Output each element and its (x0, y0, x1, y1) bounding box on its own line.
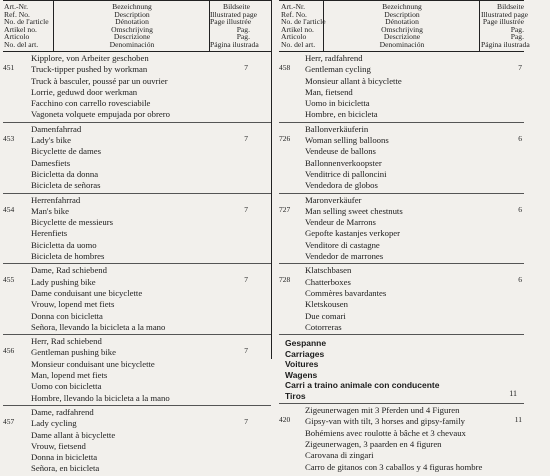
name-line: Vrouw, lopend met fiets (31, 299, 115, 310)
name-line: Chatterboxes (305, 276, 351, 287)
name-line: Vendeuse de ballons (305, 146, 376, 157)
illustrated-page-number: 6 (518, 204, 522, 214)
column-divider (271, 0, 272, 359)
name-line: Hombre, en bicicleta (305, 109, 378, 120)
header-page-labels: Bildseite Illustrated page Page illustrée Pag. Pag. Página ilustrada (210, 2, 259, 49)
name-line: Commères bavardantes (305, 287, 387, 298)
header-ref-labels: Art.-Nr. Ref. No. No. de l'article Artikel no. Articolo No. del art. (281, 2, 326, 49)
article-number: 454 (3, 204, 15, 214)
catalog-entry (279, 264, 524, 335)
name-line: Carovana di zingari (305, 450, 374, 461)
name-line: Man, lopend met fiets (31, 370, 108, 381)
name-line: Bicicleta de hombres (31, 251, 105, 262)
multilingual-names (31, 124, 271, 192)
right-entries (279, 52, 524, 474)
multilingual-names (31, 53, 271, 121)
name-line: Donna in bicicletta (31, 452, 98, 463)
name-line: Monsieur conduisant une bicyclette (31, 358, 155, 369)
illustrated-page-number: 11 (514, 415, 522, 425)
illustrated-page-number: 7 (244, 204, 248, 214)
name-line: Carro de gitanos con 3 caballos y 4 figuras hombre (305, 461, 483, 472)
catalog-entry (3, 335, 271, 406)
illustrated-page-number: 6 (518, 133, 522, 143)
name-line: Damenfahrrad (31, 123, 82, 134)
article-number: 420 (279, 415, 291, 425)
catalog-entry (3, 194, 271, 265)
name-line: Señora, llevando la bicicleta a la mano (31, 321, 166, 332)
name-line: Monsieur allant à bicyclette (305, 75, 402, 86)
multilingual-names (31, 336, 271, 404)
table-header (3, 0, 271, 52)
name-line: Uomo con bicicletta (31, 381, 102, 392)
left-entries (3, 52, 271, 476)
catalog-entry (279, 404, 524, 474)
left-column (3, 0, 271, 474)
name-line: Bohémiens avec roulotte à bâche et 3 chevaux (305, 427, 466, 438)
catalog-entry (279, 123, 524, 194)
name-line: Maronverkäufer (305, 194, 362, 205)
name-line: Herenfiets (31, 228, 68, 239)
name-line: Dame allant à bicyclette (31, 429, 116, 440)
name-line: Dame conduisant une bicyclette (31, 287, 143, 298)
name-line: Kipplore, von Arbeiter geschoben (31, 53, 149, 63)
article-number: 453 (3, 133, 15, 143)
illustrated-page-number: 6 (518, 275, 522, 285)
name-line: Uomo in bicicletta (305, 98, 370, 109)
section-heading-lines (285, 338, 524, 401)
section-heading-line: Tiros (285, 390, 306, 401)
header-ref-labels: Art.-Nr. Ref. No. No. de l'article Artikel no. Articolo No. del art. (4, 2, 49, 49)
name-line: Gepofte kastanjes verkoper (305, 228, 401, 239)
article-number: 451 (3, 63, 15, 72)
section-heading (279, 335, 524, 404)
name-line: Truck à basculer, poussé par un ouvrier (31, 75, 168, 86)
name-line: Cotorreras (305, 321, 342, 332)
illustrated-page-number: 7 (518, 63, 522, 72)
catalog-entry (3, 406, 271, 476)
multilingual-names (305, 53, 524, 121)
name-line: Lorrie, geduwd door werkman (31, 86, 138, 97)
name-line: Klatschbasen (305, 265, 352, 276)
name-line: Bicicletta da donna (31, 168, 99, 179)
multilingual-names (31, 195, 271, 263)
name-line: Vrouw, fietsend (31, 440, 86, 451)
article-number: 728 (279, 275, 291, 285)
name-line: Truck-tipper pushed by workman (31, 64, 148, 75)
multilingual-names (305, 124, 524, 192)
multilingual-names (31, 265, 271, 333)
header-desc-labels: Bezeichnung Description Dénotation Omschrijving Descrizione Denominación (379, 2, 425, 49)
article-number: 726 (279, 133, 291, 143)
illustrated-page-number: 7 (244, 133, 248, 143)
header-desc-labels: Bezeichnung Description Dénotation Omschrijving Descrizione Denominación (109, 2, 155, 49)
name-line: Vagoneta volquete empujada por obrero (31, 109, 170, 120)
name-line: Gentleman pushing bike (31, 347, 116, 358)
table-header (279, 0, 530, 52)
name-line: Kletskousen (305, 299, 348, 310)
name-line: Vendedor de marrones (305, 251, 384, 262)
name-line: Man's bike (31, 205, 69, 216)
name-line: Damesfiets (31, 157, 71, 168)
name-line: Gipsy-van with tilt, 3 horses and gipsy-family (305, 416, 465, 427)
name-line: Señora, en bicicleta (31, 463, 100, 474)
article-number: 455 (3, 275, 15, 285)
section-heading-line: Wagens (285, 369, 318, 380)
catalog-entry (3, 123, 271, 194)
catalog-entry (279, 194, 524, 265)
page-number: 11 (509, 389, 517, 398)
name-line: Bicicletta da uomo (31, 239, 97, 250)
multilingual-names (31, 407, 271, 475)
name-line: Vendeur de Marrons (305, 217, 376, 228)
article-number: 727 (279, 204, 291, 214)
name-line: Vendedora de globos (305, 180, 378, 191)
name-line: Ballonverkäuferin (305, 123, 369, 134)
name-line: Lady's bike (31, 135, 71, 146)
name-line: Donna con bicicletta (31, 310, 103, 321)
name-line: Venditrice di palloncini (305, 168, 387, 179)
section-heading-line: Gespanne (285, 338, 327, 349)
multilingual-names (305, 265, 524, 333)
illustrated-page-number: 7 (244, 275, 248, 285)
name-line: Due comari (305, 310, 346, 321)
name-line: Venditore di castagne (305, 239, 380, 250)
catalog-entry (3, 52, 271, 123)
right-column (279, 0, 530, 472)
name-line: Bicicleta de señoras (31, 180, 101, 191)
illustrated-page-number: 7 (244, 346, 248, 356)
illustrated-page-number: 7 (244, 416, 248, 426)
name-line: Man, fietsend (305, 86, 353, 97)
section-heading-line: Carriages (285, 348, 325, 359)
name-line: Gentleman cycling (305, 64, 371, 75)
name-line: Bicyclette de dames (31, 146, 101, 157)
article-number: 456 (3, 346, 15, 356)
illustrated-page-number: 7 (244, 63, 248, 72)
article-number: 458 (279, 63, 291, 72)
multilingual-names (305, 195, 524, 263)
name-line: Bicyclette de messieurs (31, 217, 114, 228)
name-line: Man selling sweet chestnuts (305, 205, 403, 216)
article-number: 457 (3, 416, 15, 426)
name-line: Zigeunerwagen mit 3 Pferden und 4 Figuren (305, 405, 460, 416)
catalog-entry (3, 264, 271, 335)
multilingual-names (305, 405, 524, 473)
name-line: Facchino con carrello rovesciabile (31, 98, 151, 109)
name-line: Herr, radfahrend (305, 53, 363, 63)
name-line: Zigeunerwagen, 3 paarden en 4 figuren (305, 439, 442, 450)
name-line: Woman selling balloons (305, 135, 389, 146)
section-heading-line: Voitures (285, 359, 319, 370)
name-line: Herrenfahrrad (31, 194, 81, 205)
name-line: Hombre, llevando la bicicleta a la mano (31, 392, 170, 403)
name-line: Dame, Rad schiebend (31, 265, 107, 276)
name-line: Dame, radfahrend (31, 406, 94, 417)
name-line: Ballonnenverkoopster (305, 157, 382, 168)
name-line: Herr, Rad schiebend (31, 336, 102, 347)
catalog-entry (279, 52, 524, 123)
name-line: Lady pushing bike (31, 276, 96, 287)
name-line: Lady cycling (31, 418, 77, 429)
section-heading-line: Carri a traino animale con conducente (285, 380, 440, 391)
header-page-labels: Bildseite Illustrated page Page illustrée Pag. Pag. Página ilustrada (481, 2, 530, 49)
